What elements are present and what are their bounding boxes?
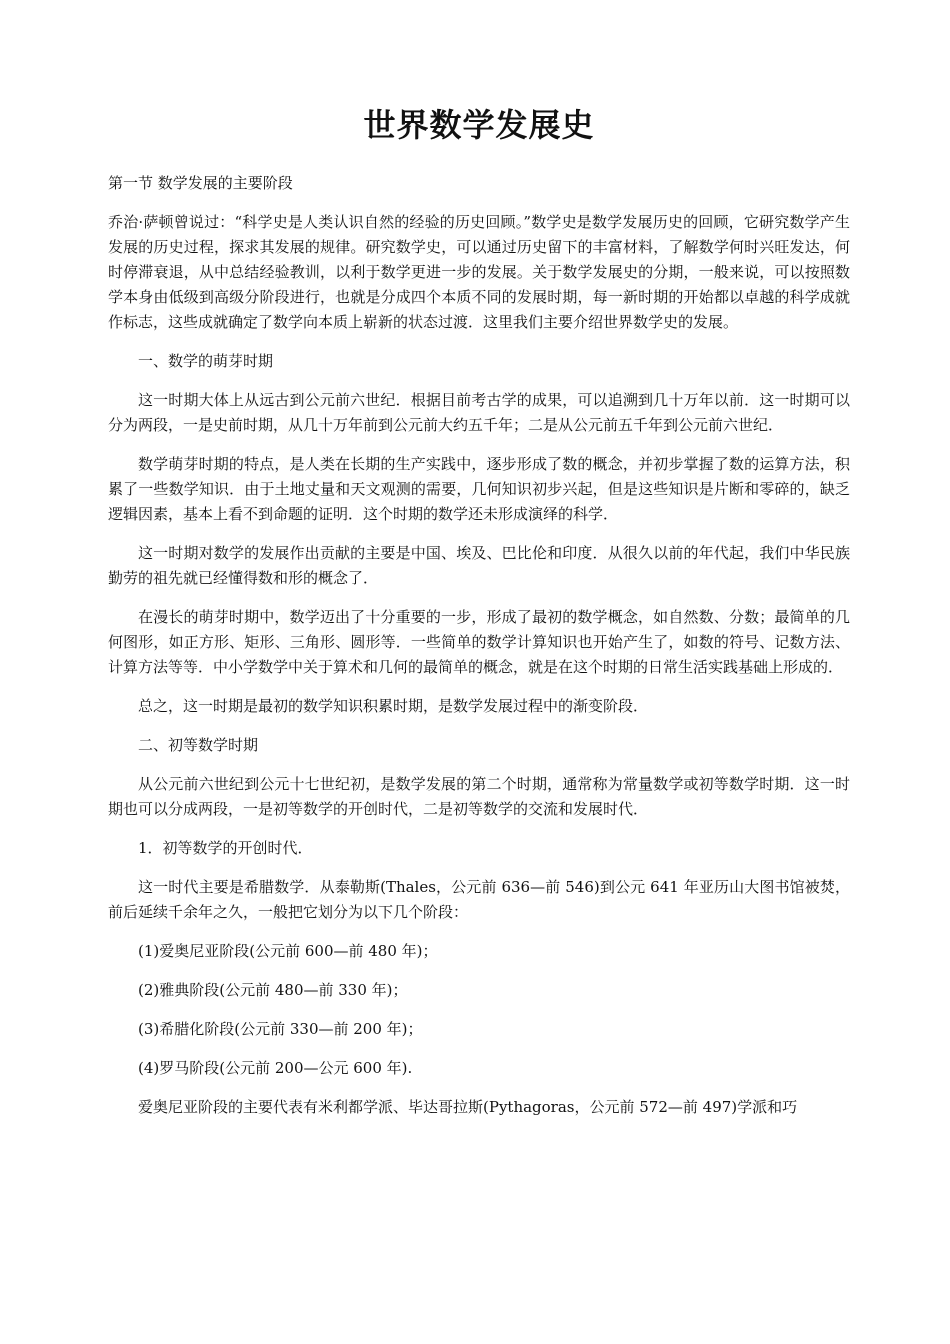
subsection-heading-2: 二、初等数学时期 xyxy=(138,736,259,754)
body-paragraph: 这一时代主要是希腊数学．从泰勒斯(Thales，公元前 636—前 546)到公元 641 年亚历山大图书馆被焚，前后延续千余年之久，一般把它划分为以下几个阶段： xyxy=(108,878,850,921)
body-paragraph: 在漫长的萌芽时期中，数学迈出了十分重要的一步，形成了最初的数学概念，如自然数、分数；最简单的几何图形，如正方形、矩形、三角形、圆形等．一些简单的数学计算知识也开始产生了，如数的符号、记数方法、计算方法等等．中小学数学中关于算术和几何的最简单的概念，就是在这个时期的日常生活实践基础上形成的． xyxy=(108,608,850,676)
body-paragraph: 这一时期对数学的发展作出贡献的主要是中国、埃及、巴比伦和印度．从很久以前的年代起，我们中华民族勤劳的祖先就已经懂得数和形的概念了． xyxy=(108,544,850,587)
body-paragraph: 爱奥尼亚阶段的主要代表有米利都学派、毕达哥拉斯(Pythagoras，公元前 572—前 497)学派和巧 xyxy=(138,1098,798,1116)
body-paragraph: 从公元前六世纪到公元十七世纪初，是数学发展的第二个时期，通常称为常量数学或初等数学时期．这一时期也可以分成两段，一是初等数学的开创时代，二是初等数学的交流和发展时代． xyxy=(108,775,850,818)
document-page xyxy=(108,95,850,1134)
subsection-heading-1: 一、数学的萌芽时期 xyxy=(138,352,274,370)
numbered-heading: 1．初等数学的开创时代． xyxy=(138,839,313,857)
body-paragraph: 这一时期大体上从远古到公元前六世纪．根据目前考古学的成果，可以追溯到几十万年以前．这一时期可以分为两段，一是史前时期，从几十万年前到公元前大约五千年；二是从公元前五千年到公元前六世纪． xyxy=(108,391,850,434)
list-item: (3)希腊化阶段(公元前 330—前 200 年)； xyxy=(138,1020,423,1038)
list-item: (2)雅典阶段(公元前 480—前 330 年)； xyxy=(138,981,408,999)
list-item: (4)罗马阶段(公元前 200—公元 600 年). xyxy=(138,1059,413,1077)
body-paragraph: 数学萌芽时期的特点，是人类在长期的生产实践中，逐步形成了数的概念，并初步掌握了数的运算方法，积累了一些数学知识．由于土地丈量和天文观测的需要，几何知识初步兴起，但是这些知识是片断和零碎的，缺乏逻辑因素，基本上看不到命题的证明．这个时期的数学还未形成演绎的科学． xyxy=(108,455,850,523)
document-title: 世界数学发展史 xyxy=(363,106,595,144)
section-heading: 第一节 数学发展的主要阶段 xyxy=(108,174,293,192)
list-item: (1)爱奥尼亚阶段(公元前 600—前 480 年)； xyxy=(138,942,438,960)
intro-paragraph: 乔治·萨顿曾说过：“科学史是人类认识自然的经验的历史回顾。”数学史是数学发展历史的回顾，它研究数学产生发展的历史过程，探求其发展的规律。研究数学史，可以通过历史留下的丰富材料，了解数学何时兴旺发达，何时停滞衰退，从中总结经验教训，以利于数学更进一步的发展。关于数学发展史的分期，一般来说，可以按照数学本身由低级到高级分阶段进行，也就是分成四个本质不同的发展时期，每一新时期的开始都以卓越的科学成就作标志，这些成就确定了数学向本质上崭新的状态过渡．这里我们主要介绍世界数学史的发展。 xyxy=(108,213,850,331)
body-paragraph: 总之，这一时期是最初的数学知识积累时期，是数学发展过程中的渐变阶段． xyxy=(138,697,649,715)
